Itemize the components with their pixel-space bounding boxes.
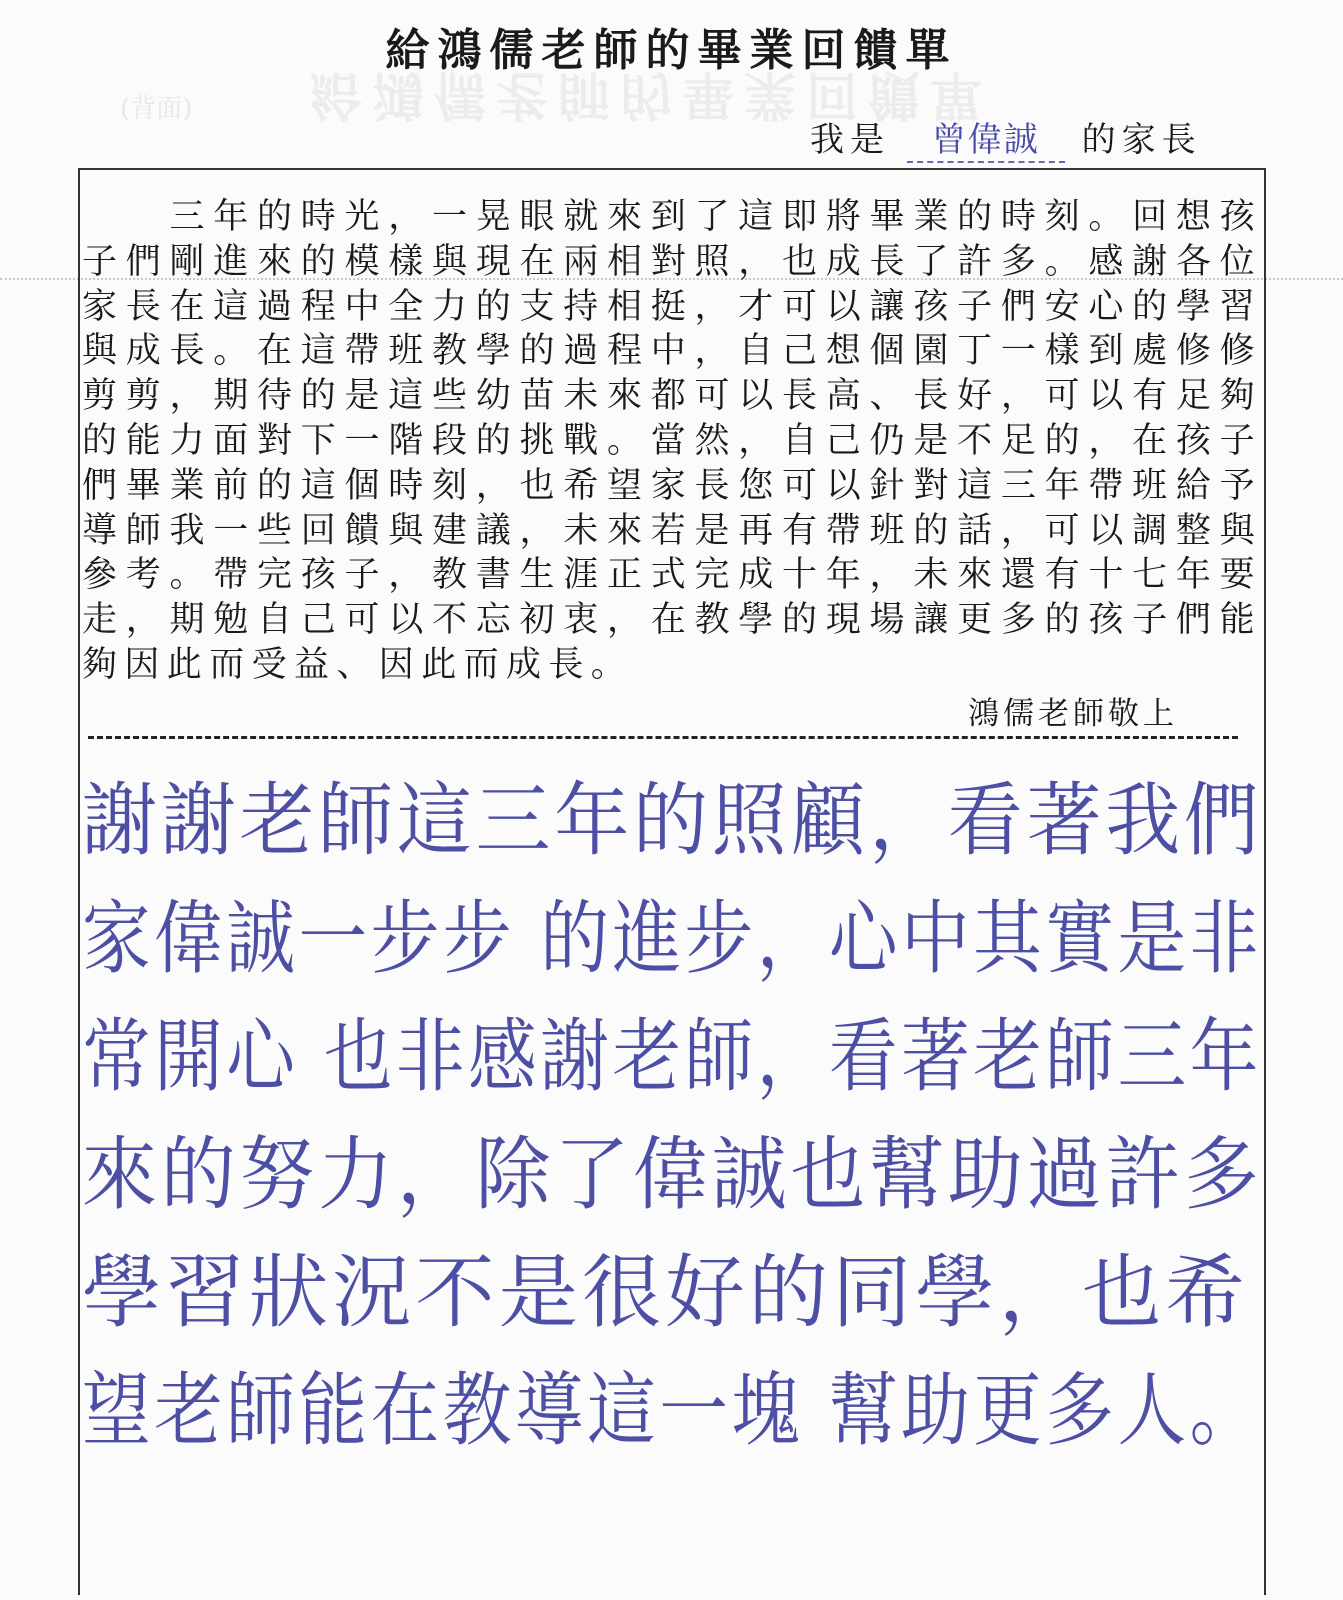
bleed-through-mark: (背面) <box>120 94 193 124</box>
reply-line: 謝謝老師這三年的照顧，看著我們 <box>82 774 1263 867</box>
student-name-handwritten: 曾偉誠 <box>907 112 1065 163</box>
reply-line: 家偉誠一步步 的進步，心中其實是非 <box>82 892 1262 985</box>
reply-line: 常開心 也非感謝老師，看著老師三年 <box>82 1010 1262 1103</box>
teacher-letter-body: 三年的時光，一晃眼就來到了這即將畢業的時刻。回想孩子們剛進來的模樣與現在兩相對照，也成長了許多。感謝各位家長在這過程中全力的支持相挺，才可以讓孩子們安心的學習與成長。在這帶班教學的過程中，自己想個園丁一樣到處修修剪剪，期待的是這些幼苗未來都可以長高、長好，可以有足夠的能力面對下一階段的挑戰。當然，自己仍是不足的，在孩子們畢業前的這個時刻，也希望家長您可以針對這三年帶班給予導師我一些回饋與建議，未來若是再有帶班的話，可以調整與參考。帶完孩子，教書生涯正式完成十年，未來還有十七年要走，期勉自己可以不忘初衷，在教學的現場讓更多的孩子們能夠因此而受益、因此而成長。 <box>82 197 1262 685</box>
parent-prefix: 我是 <box>810 120 890 160</box>
section-divider <box>88 736 1238 739</box>
bleed-through-text: 給鴻儒老師的畢業回饋單 <box>310 64 993 125</box>
parent-line <box>810 112 1202 163</box>
handwritten-reply <box>82 762 1272 1470</box>
reply-line: 來的努力，除了偉誠也幫助過許多 <box>82 1128 1263 1221</box>
reply-line: 學習狀況不是很好的同學，也希 <box>82 1246 1249 1339</box>
teacher-signature: 鴻儒老師敬上 <box>968 696 1178 732</box>
page-title: 給鴻儒老師的畢業回饋單 <box>385 25 958 76</box>
reply-line: 望老師能在教導這一塊 幫助更多人。 <box>82 1364 1262 1457</box>
parent-suffix: 的家長 <box>1081 120 1202 160</box>
